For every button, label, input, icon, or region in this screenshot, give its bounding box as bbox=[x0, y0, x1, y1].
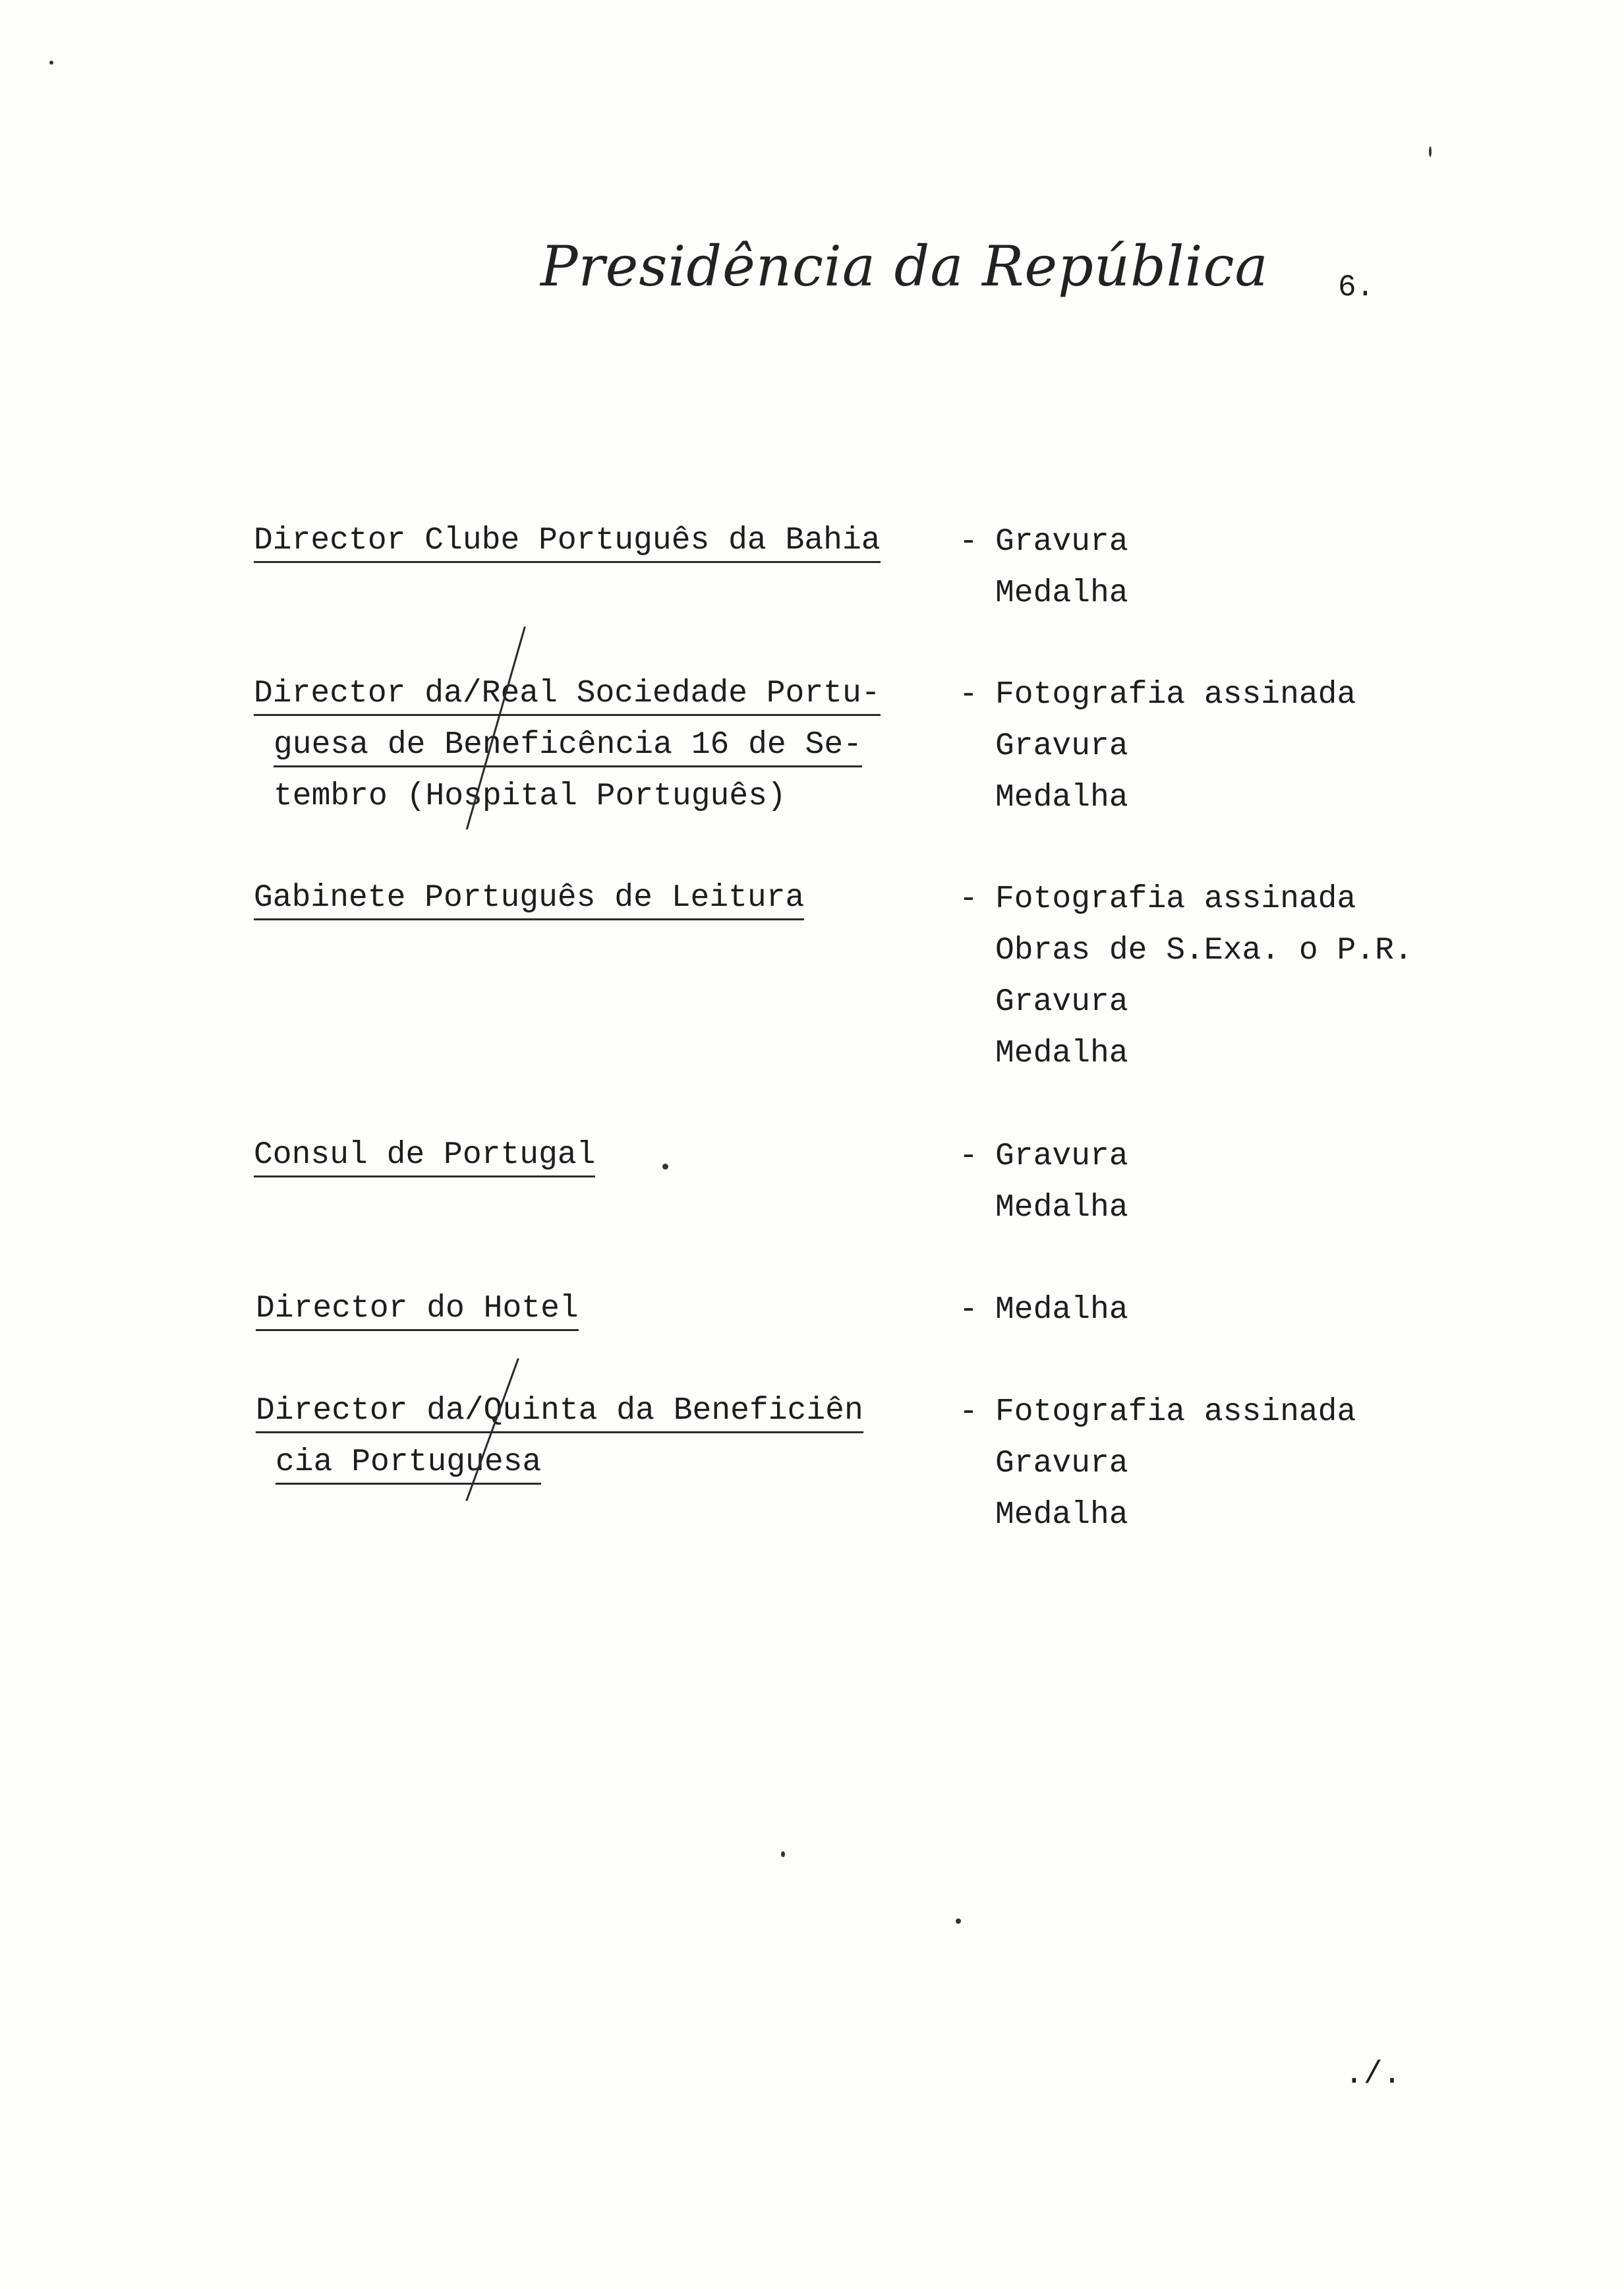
entry-item: Medalha bbox=[995, 780, 1128, 816]
entry-dash: - bbox=[959, 677, 978, 713]
scan-speck bbox=[662, 1164, 668, 1170]
entry-item: Medalha bbox=[995, 1497, 1128, 1533]
entry-dash: - bbox=[959, 881, 978, 917]
scan-speck bbox=[49, 61, 53, 65]
entry-name-line: Gabinete Português de Leitura bbox=[254, 878, 804, 920]
entry-name-line: tembro (Hospital Português) bbox=[274, 779, 786, 814]
entry-item: Medalha bbox=[995, 576, 1128, 611]
continuation-mark: ./. bbox=[1345, 2057, 1402, 2093]
entry-dash: - bbox=[959, 1292, 978, 1328]
entry-item: Gravura bbox=[995, 1446, 1128, 1481]
entry-name-line: Consul de Portugal bbox=[254, 1135, 595, 1177]
entry-name-line: cia Portuguesa bbox=[276, 1442, 541, 1485]
entry-name-line: guesa de Beneficência 16 de Se- bbox=[274, 725, 862, 767]
entry-dash: - bbox=[959, 1394, 978, 1430]
page-number: 6. bbox=[1338, 270, 1375, 305]
scan-speck bbox=[956, 1918, 961, 1924]
entry-dash: - bbox=[959, 524, 978, 560]
entry-name-line: Director da/Real Sociedade Portu- bbox=[254, 674, 881, 716]
entry-name-line: Director do Hotel bbox=[256, 1289, 579, 1331]
entry-item: Gravura bbox=[995, 728, 1128, 764]
entry-dash: - bbox=[959, 1139, 978, 1174]
entry-item: Fotografia assinada bbox=[995, 677, 1356, 713]
entry-name-line: Director Clube Português da Bahia bbox=[254, 521, 881, 563]
entry-item: Fotografia assinada bbox=[995, 1394, 1356, 1430]
entry-item: Gravura bbox=[995, 1139, 1128, 1174]
entry-item: Medalha bbox=[995, 1190, 1128, 1226]
letterhead-title: Presidência da República bbox=[540, 234, 1269, 299]
entry-item: Medalha bbox=[995, 1036, 1128, 1071]
entry-item: Fotografia assinada bbox=[995, 881, 1356, 917]
entry-item: Gravura bbox=[995, 524, 1128, 560]
entry-item: Gravura bbox=[995, 984, 1128, 1020]
entry-item: Obras de S.Exa. o P.R. bbox=[995, 933, 1413, 968]
scan-speck bbox=[1429, 146, 1432, 157]
entry-item: Medalha bbox=[995, 1292, 1128, 1328]
entry-name-line: Director da/Quinta da Beneficiên bbox=[256, 1391, 863, 1433]
scan-speck bbox=[781, 1851, 785, 1857]
